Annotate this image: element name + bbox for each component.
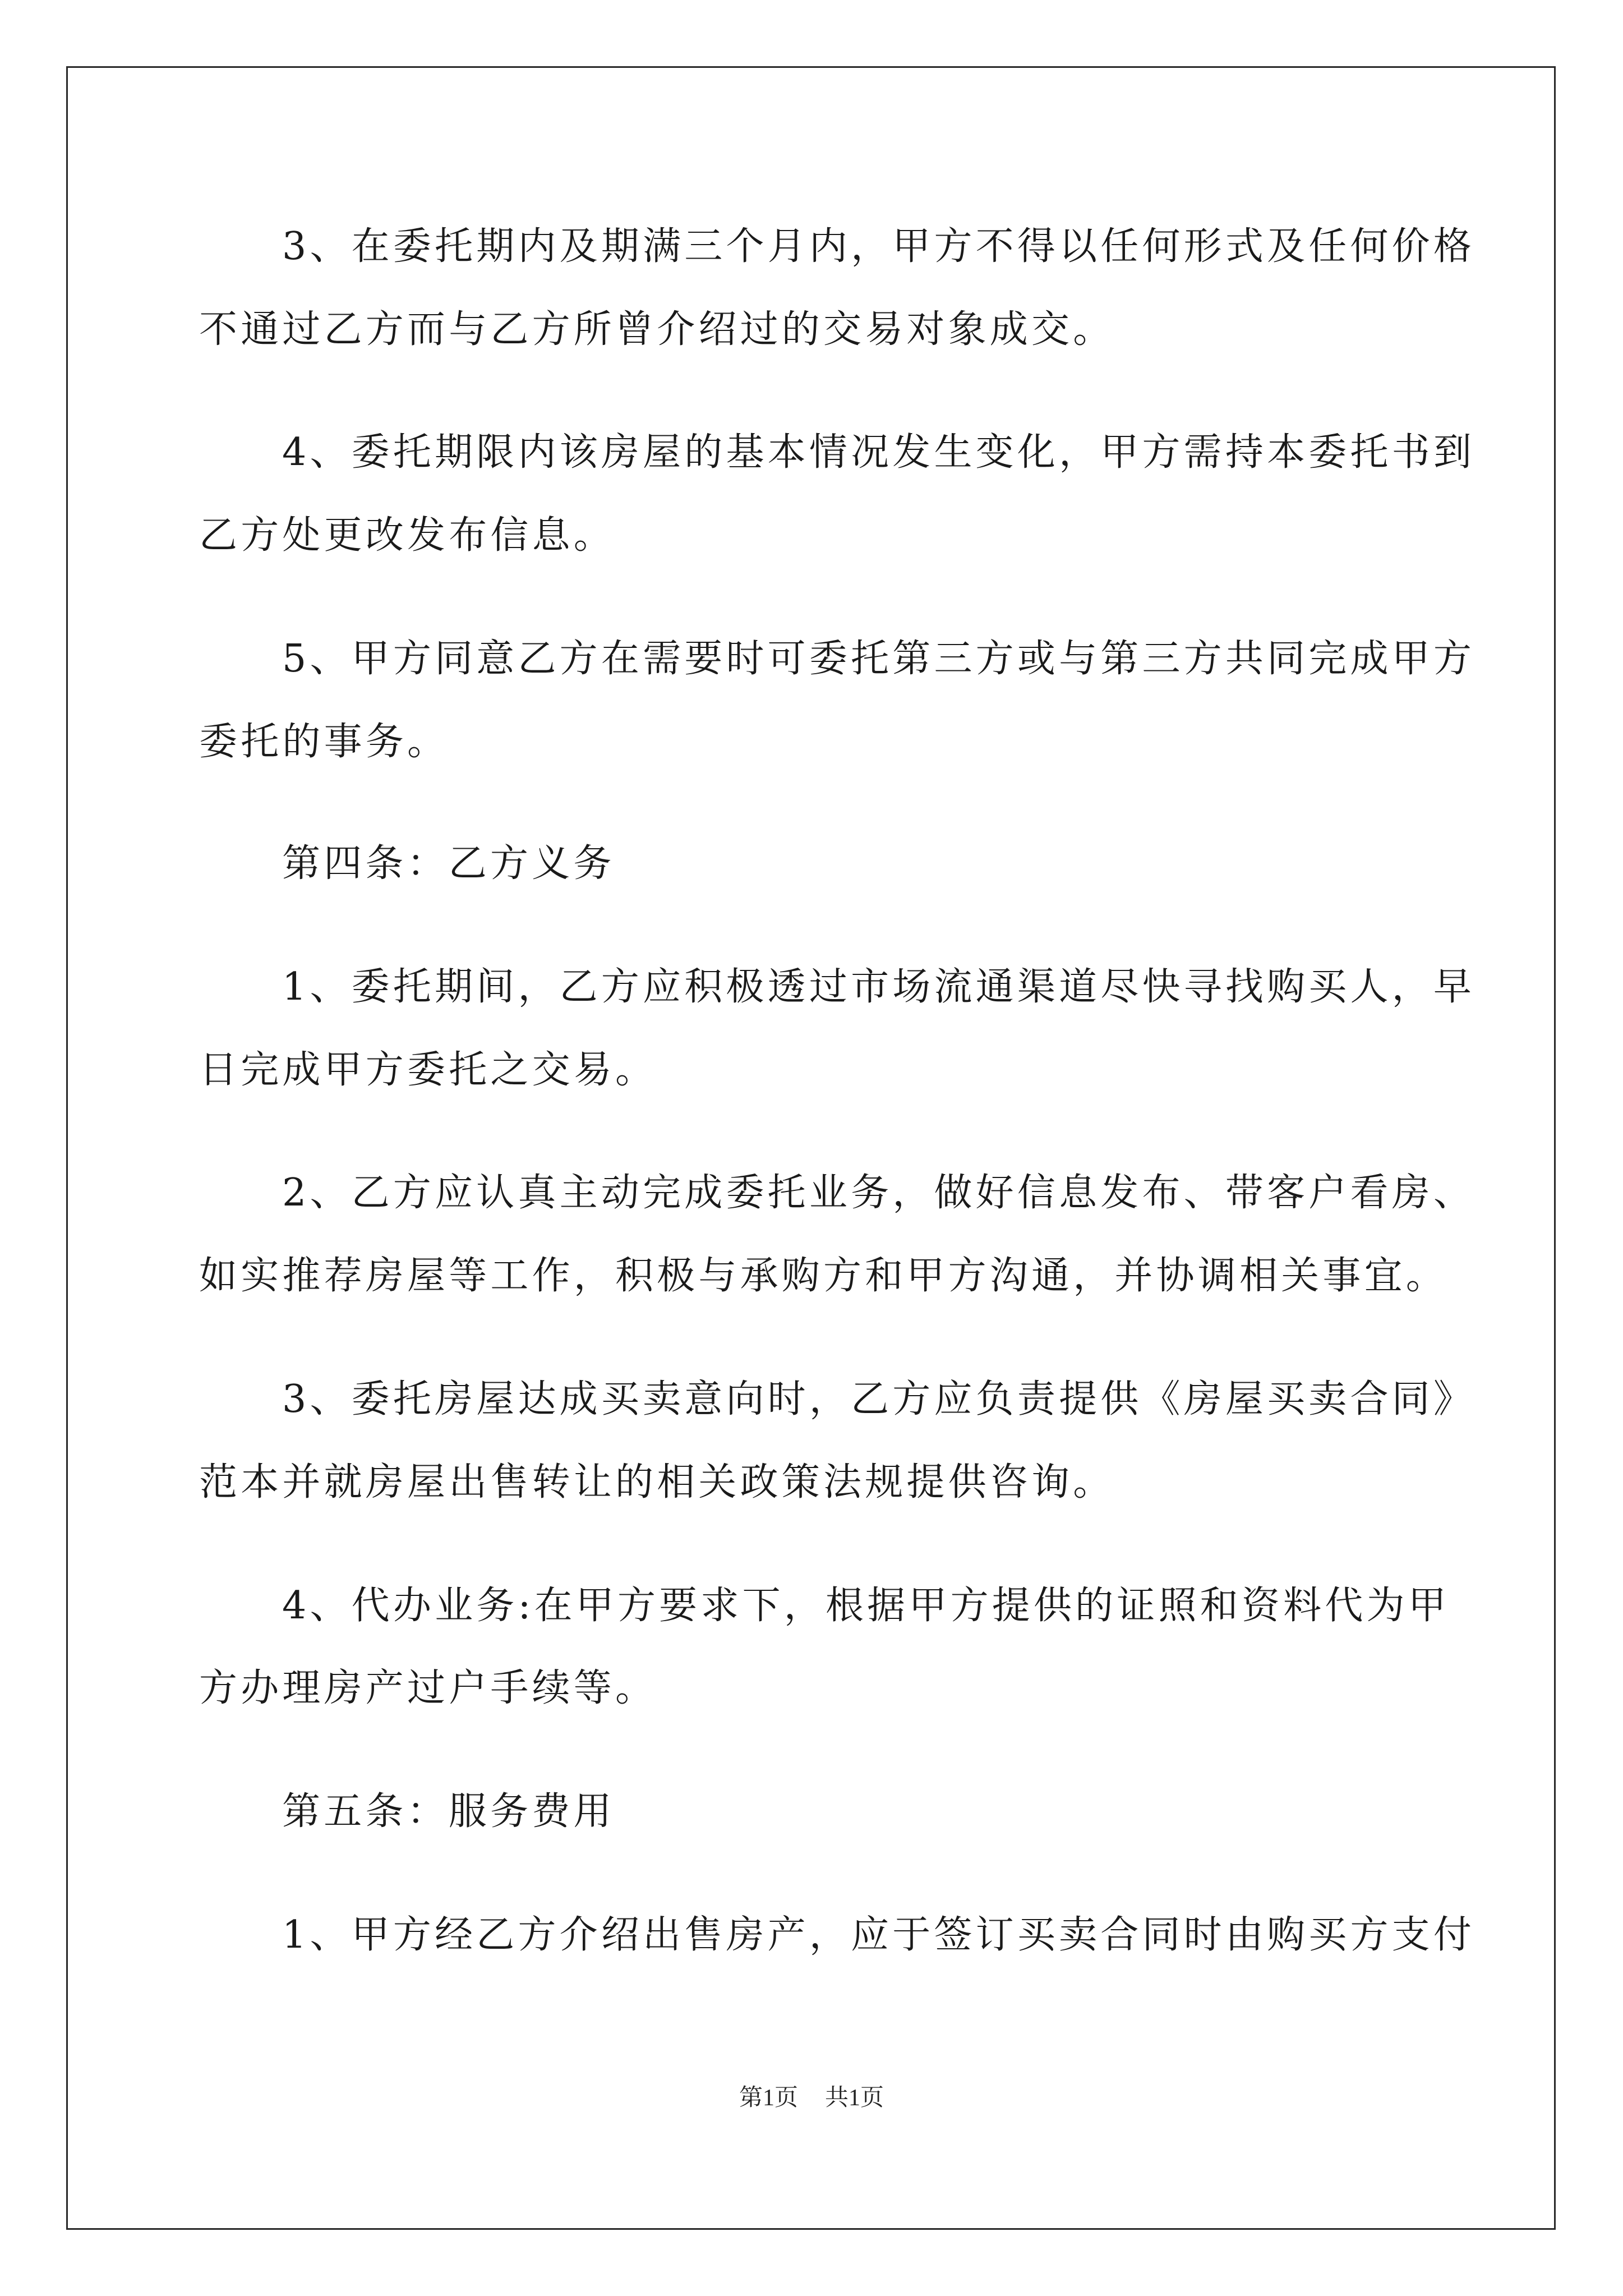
paragraph-line: 日完成甲方委托之交易。 (199, 1048, 657, 1092)
paragraph-line: 4、委托期限内该房屋的基本情况发生变化，甲方需持本委托书到 (282, 430, 1476, 475)
paragraph-line: 3、在委托期内及期满三个月内，甲方不得以任何形式及任何价格 (282, 224, 1476, 269)
section-heading: 第四条：乙方义务 (282, 841, 615, 886)
page-border (66, 66, 1556, 2230)
page-total: 共1页 (825, 2085, 884, 2111)
paragraph-line: 3、委托房屋达成买卖意向时，乙方应负责提供《房屋买卖合同》 (282, 1377, 1476, 1421)
paragraph-line: 2、乙方应认真主动完成委托业务，做好信息发布、带客户看房、 (282, 1171, 1476, 1215)
paragraph-line: 如实推荐房屋等工作，积极与承购方和甲方沟通，并协调相关事宜。 (199, 1254, 1448, 1298)
paragraph-line: 不通过乙方而与乙方所曾介绍过的交易对象成交。 (199, 307, 1115, 352)
paragraph-line: 1、甲方经乙方介绍出售房产，应于签订买卖合同时由购买方支付 (282, 1913, 1476, 1957)
page-footer (0, 2084, 1623, 2112)
paragraph-line: 4、代办业务:在甲方要求下，根据甲方提供的证照和资料代为甲 (282, 1584, 1450, 1628)
paragraph-line: 乙方处更改发布信息。 (199, 513, 616, 558)
paragraph-line: 方办理房产过户手续等。 (199, 1666, 657, 1710)
paragraph-line: 范本并就房屋出售转让的相关政策法规提供咨询。 (199, 1460, 1115, 1504)
section-heading: 第五条：服务费用 (282, 1789, 615, 1834)
page-number: 第1页 (739, 2085, 798, 2111)
paragraph-line: 1、委托期间，乙方应积极透过市场流通渠道尽快寻找购买人，早 (282, 965, 1476, 1009)
paragraph-line: 委托的事务。 (199, 720, 449, 764)
paragraph-line: 5、甲方同意乙方在需要时可委托第三方或与第三方共同完成甲方 (282, 637, 1476, 681)
